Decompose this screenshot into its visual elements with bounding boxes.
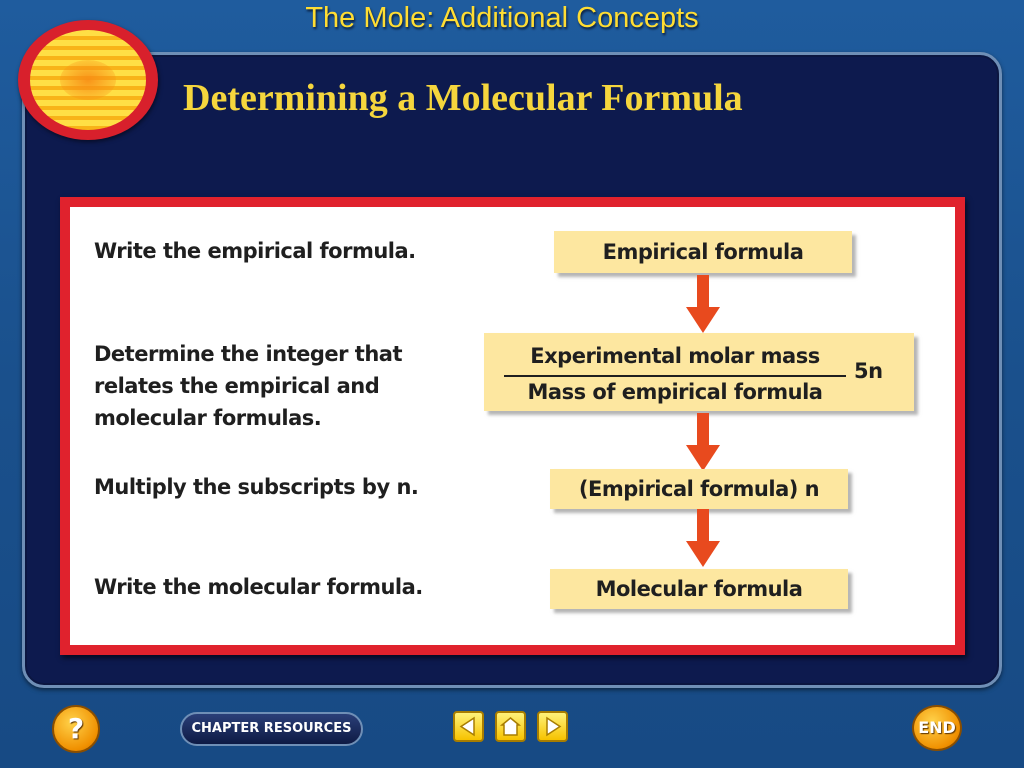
next-icon	[542, 716, 563, 737]
home-icon	[500, 716, 521, 737]
slide-title: Determining a Molecular Formula	[183, 77, 743, 119]
down-arrow-2	[686, 413, 720, 473]
step-2-line-1: Determine the integer that	[94, 342, 403, 366]
chapter-logo	[18, 20, 158, 140]
molar-mass-ratio-box	[484, 333, 914, 411]
step-2-line-3: molecular formulas.	[94, 406, 322, 430]
previous-icon	[458, 716, 479, 737]
flowchart-canvas	[70, 207, 955, 645]
chapter-title: The Mole: Additional Concepts	[305, 2, 699, 34]
step-4-text: Write the molecular formula.	[94, 575, 423, 599]
multiply-formula-box: (Empirical formula) n	[550, 469, 848, 509]
previous-button[interactable]	[453, 711, 484, 742]
step-2-line-2: relates the empirical and	[94, 374, 380, 398]
down-arrow-1	[686, 275, 720, 335]
step-1-text: Write the empirical formula.	[94, 239, 416, 263]
molecular-formula-box: Molecular formula	[550, 569, 848, 609]
down-arrow-3	[686, 509, 720, 569]
molecular-formula-flowchart	[60, 197, 965, 655]
ratio-denominator: Mass of empirical formula	[527, 380, 823, 404]
ratio-numerator: Experimental molar mass	[530, 344, 820, 368]
home-button[interactable]	[495, 711, 526, 742]
next-button[interactable]	[537, 711, 568, 742]
empirical-formula-box: Empirical formula	[554, 231, 852, 273]
chapter-resources-button[interactable]: CHAPTER RESOURCES	[180, 712, 363, 746]
end-button[interactable]: END	[912, 705, 962, 751]
logo-stripes	[30, 30, 146, 130]
step-3-text: Multiply the subscripts by n.	[94, 475, 419, 499]
help-button[interactable]: ?	[52, 705, 100, 753]
ratio-result: 5n	[854, 359, 883, 383]
